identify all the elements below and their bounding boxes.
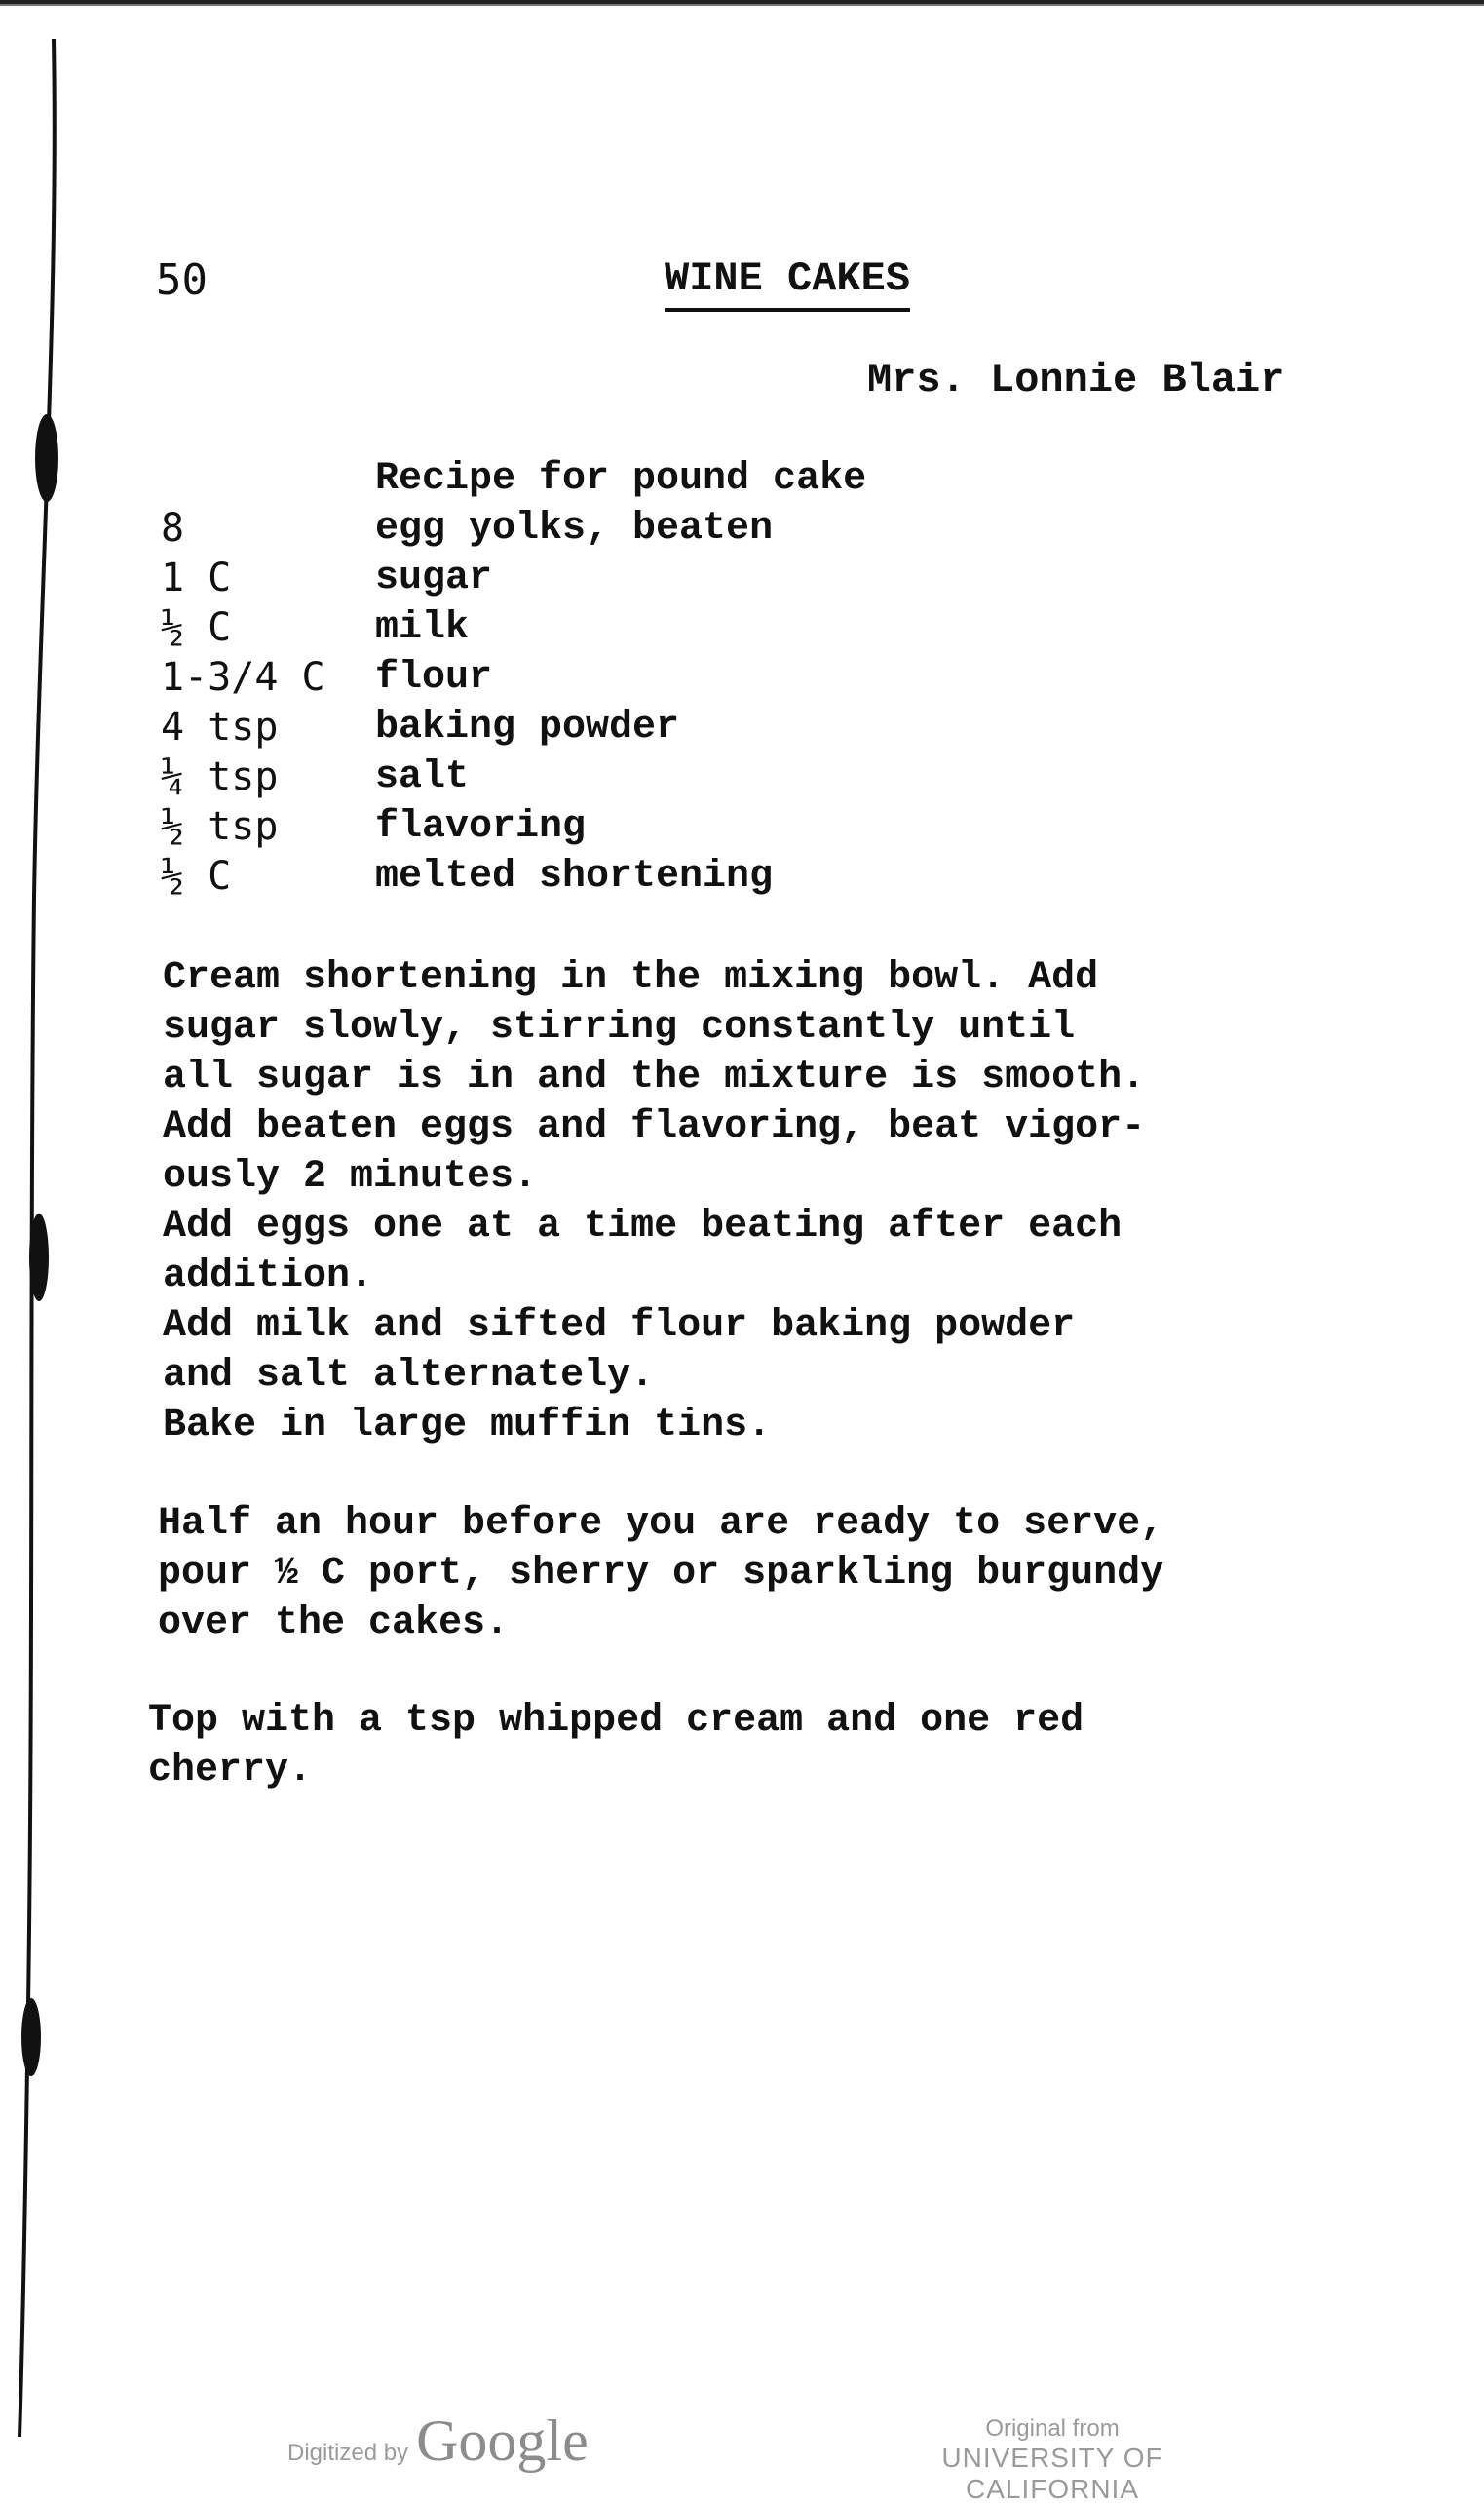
ingredient-quantity: 8 — [161, 506, 185, 551]
page-number: 50 — [156, 255, 208, 305]
ingredient-quantity: ½ tsp — [161, 804, 279, 849]
instruction-line: addition. — [163, 1254, 374, 1298]
ingredient-name: flour — [375, 656, 493, 700]
instruction-line: sugar slowly, stirring constantly until — [163, 1006, 1076, 1050]
topping-line: cherry. — [148, 1749, 313, 1792]
instruction-line: Add beaten eggs and flavoring, beat vigor- — [163, 1105, 1146, 1149]
recipe-author: Mrs. Lonnie Blair — [867, 357, 1285, 404]
ingredient-quantity: 1 C — [161, 556, 232, 600]
ingredient-name: egg yolks, beaten — [375, 507, 774, 551]
ingredient-quantity: ¼ tsp — [161, 754, 279, 799]
recipe-title: WINE CAKES — [665, 255, 910, 312]
instruction-line: Add eggs one at a time beating after each — [163, 1205, 1123, 1249]
ingredient-quantity: 4 tsp — [161, 705, 279, 750]
ingredient-quantity: 1-3/4 C — [161, 655, 325, 700]
serving-line: pour ½ C port, sherry or sparkling burgundy — [158, 1552, 1164, 1596]
original-source-watermark — [877, 2415, 1228, 2505]
serving-line: over the cakes. — [158, 1601, 510, 1645]
topping-paragraph — [148, 1696, 1084, 1795]
binding-edge — [0, 19, 78, 2437]
ingredient-name: milk — [375, 606, 470, 650]
serving-paragraph — [158, 1499, 1163, 1648]
instruction-line: Bake in large muffin tins. — [163, 1404, 772, 1447]
ingredient-name: sugar — [375, 557, 493, 600]
digitized-by-watermark — [287, 2408, 589, 2475]
instruction-line: and salt alternately. — [163, 1354, 655, 1398]
digitized-by-label: Digitized by — [287, 2440, 409, 2466]
ingredient-quantity: ½ C — [161, 605, 232, 650]
serving-line: Half an hour before you are ready to serve, — [158, 1502, 1164, 1546]
ingredient-name: flavoring — [375, 805, 587, 849]
topping-line: Top with a tsp whipped cream and one red — [148, 1699, 1084, 1743]
ingredient-quantity: ½ C — [161, 854, 232, 899]
instruction-line: ously 2 minutes. — [163, 1155, 538, 1199]
original-from-label: Original from — [985, 2415, 1120, 2442]
instruction-line: Add milk and sifted flour baking powder — [163, 1304, 1076, 1348]
ingredient-name: baking powder — [375, 706, 680, 750]
ingredient-name: Recipe for pound cake — [375, 457, 867, 501]
instruction-line: all sugar is in and the mixture is smooth. — [163, 1056, 1146, 1099]
institution-label: UNIVERSITY OF CALIFORNIA — [941, 2443, 1163, 2504]
instructions-paragraph — [163, 953, 1145, 1450]
instruction-line: Cream shortening in the mixing bowl. Add — [163, 956, 1099, 1000]
scan-top-edge — [0, 0, 1484, 10]
google-logo: Google — [416, 2409, 589, 2473]
ingredient-name: melted shortening — [375, 855, 774, 899]
ingredient-name: salt — [375, 755, 470, 799]
